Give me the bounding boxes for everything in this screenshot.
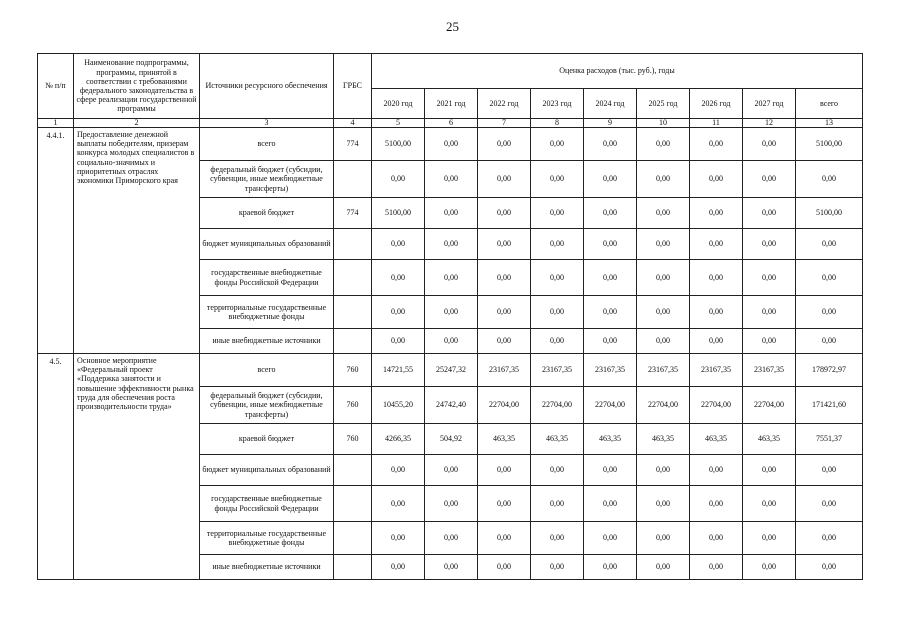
year-value: 0,00: [425, 161, 478, 198]
funding-source: всего: [200, 354, 334, 387]
column-number: 13: [796, 119, 863, 128]
year-value: 0,00: [637, 486, 690, 522]
year-value: 0,00: [584, 522, 637, 555]
year-value: 0,00: [425, 128, 478, 161]
header-year: 2023 год: [531, 89, 584, 119]
year-value: 0,00: [743, 329, 796, 354]
grbs-code: [334, 555, 372, 580]
grbs-code: [334, 455, 372, 486]
year-value: 0,00: [372, 522, 425, 555]
year-value: 24742,40: [425, 387, 478, 424]
funding-source: бюджет муниципальных образований: [200, 455, 334, 486]
year-value: 22704,00: [531, 387, 584, 424]
year-value: 22704,00: [743, 387, 796, 424]
total-value: 0,00: [796, 161, 863, 198]
year-value: 0,00: [531, 229, 584, 260]
year-value: 0,00: [425, 486, 478, 522]
column-number: 7: [478, 119, 531, 128]
year-value: 0,00: [372, 229, 425, 260]
year-value: 0,00: [372, 555, 425, 580]
column-number: 5: [372, 119, 425, 128]
grbs-code: [334, 260, 372, 296]
year-value: 0,00: [637, 555, 690, 580]
year-value: 4266,35: [372, 424, 425, 455]
header-grbs: ГРБС: [334, 54, 372, 119]
grbs-code: [334, 161, 372, 198]
section-number: 4.4.1.: [38, 128, 74, 354]
year-value: 23167,35: [690, 354, 743, 387]
year-value: 0,00: [372, 329, 425, 354]
year-value: 0,00: [690, 229, 743, 260]
header-estimate: Оценка расходов (тыс. руб.), годы: [372, 54, 863, 89]
year-value: 0,00: [478, 522, 531, 555]
year-value: 22704,00: [478, 387, 531, 424]
year-value: 463,35: [478, 424, 531, 455]
year-value: 0,00: [690, 455, 743, 486]
header-year: 2027 год: [743, 89, 796, 119]
year-value: 0,00: [584, 296, 637, 329]
year-value: 0,00: [478, 296, 531, 329]
budget-table: [37, 53, 863, 580]
total-value: 5100,00: [796, 128, 863, 161]
year-value: 5100,00: [372, 128, 425, 161]
section-number: 4.5.: [38, 354, 74, 580]
grbs-code: [334, 486, 372, 522]
year-value: 23167,35: [478, 354, 531, 387]
year-value: 23167,35: [531, 354, 584, 387]
year-value: 0,00: [372, 296, 425, 329]
funding-source: всего: [200, 128, 334, 161]
year-value: 0,00: [531, 555, 584, 580]
section-name: Предоставление денежной выплаты победителям, призерам конкурса молодых специалистов в социально-значимых и приоритетных отраслях экономики Приморского края: [74, 128, 200, 354]
total-value: 7551,37: [796, 424, 863, 455]
column-number: 1: [38, 119, 74, 128]
page-number: 25: [446, 19, 459, 34]
total-value: 0,00: [796, 296, 863, 329]
header-year: 2020 год: [372, 89, 425, 119]
year-value: 0,00: [690, 161, 743, 198]
total-value: 0,00: [796, 455, 863, 486]
year-value: 463,35: [743, 424, 796, 455]
year-value: 0,00: [690, 198, 743, 229]
year-value: 0,00: [637, 198, 690, 229]
year-value: 0,00: [425, 229, 478, 260]
year-value: 10455,20: [372, 387, 425, 424]
total-value: 171421,60: [796, 387, 863, 424]
header-year: 2024 год: [584, 89, 637, 119]
column-number: 8: [531, 119, 584, 128]
total-value: 0,00: [796, 555, 863, 580]
funding-source: государственные внебюджетные фонды Российской Федерации: [200, 260, 334, 296]
year-value: 0,00: [478, 455, 531, 486]
year-value: 0,00: [584, 229, 637, 260]
year-value: 0,00: [637, 229, 690, 260]
column-number: 3: [200, 119, 334, 128]
grbs-code: [334, 296, 372, 329]
year-value: 22704,00: [584, 387, 637, 424]
grbs-code: 760: [334, 354, 372, 387]
section-name: Основное мероприятие «Федеральный проект «Поддержка занятости и повышение эффективности рынка труда для обеспечения роста производительности труда»: [74, 354, 200, 580]
year-value: 0,00: [690, 260, 743, 296]
grbs-code: 760: [334, 387, 372, 424]
year-value: 0,00: [690, 296, 743, 329]
year-value: 0,00: [425, 455, 478, 486]
year-value: 0,00: [637, 128, 690, 161]
year-value: 0,00: [478, 198, 531, 229]
year-value: 0,00: [584, 455, 637, 486]
total-value: 0,00: [796, 260, 863, 296]
year-value: 0,00: [743, 455, 796, 486]
header-year: 2021 год: [425, 89, 478, 119]
funding-source: иные внебюджетные источники: [200, 329, 334, 354]
year-value: 0,00: [531, 198, 584, 229]
year-value: 0,00: [478, 555, 531, 580]
year-value: 0,00: [743, 161, 796, 198]
year-value: 0,00: [637, 296, 690, 329]
year-value: 0,00: [637, 522, 690, 555]
year-value: 0,00: [531, 260, 584, 296]
year-value: 0,00: [743, 260, 796, 296]
column-number: 6: [425, 119, 478, 128]
year-value: 22704,00: [690, 387, 743, 424]
year-value: 25247,32: [425, 354, 478, 387]
year-value: 0,00: [531, 128, 584, 161]
year-value: 0,00: [584, 260, 637, 296]
year-value: 0,00: [637, 260, 690, 296]
column-number: 2: [74, 119, 200, 128]
year-value: 463,35: [637, 424, 690, 455]
total-value: 5100,00: [796, 198, 863, 229]
year-value: 23167,35: [743, 354, 796, 387]
year-value: 0,00: [584, 329, 637, 354]
funding-source: территориальные государственные внебюджетные фонды: [200, 522, 334, 555]
year-value: 463,35: [584, 424, 637, 455]
column-number: 4: [334, 119, 372, 128]
year-value: 0,00: [637, 329, 690, 354]
year-value: 0,00: [425, 296, 478, 329]
table-row: [38, 354, 863, 387]
funding-source: территориальные государственные внебюджетные фонды: [200, 296, 334, 329]
year-value: 23167,35: [584, 354, 637, 387]
year-value: 0,00: [690, 522, 743, 555]
year-value: 0,00: [637, 161, 690, 198]
year-value: 14721,55: [372, 354, 425, 387]
funding-source: краевой бюджет: [200, 198, 334, 229]
year-value: 0,00: [478, 260, 531, 296]
year-value: 0,00: [372, 455, 425, 486]
total-value: 0,00: [796, 329, 863, 354]
year-value: 0,00: [584, 128, 637, 161]
grbs-code: 774: [334, 128, 372, 161]
year-value: 463,35: [531, 424, 584, 455]
grbs-code: [334, 329, 372, 354]
grbs-code: [334, 229, 372, 260]
year-value: 0,00: [531, 329, 584, 354]
funding-source: краевой бюджет: [200, 424, 334, 455]
year-value: 0,00: [584, 486, 637, 522]
year-value: 0,00: [372, 260, 425, 296]
year-value: 0,00: [531, 161, 584, 198]
year-value: 0,00: [531, 455, 584, 486]
total-value: 0,00: [796, 229, 863, 260]
year-value: 0,00: [478, 128, 531, 161]
year-value: 0,00: [584, 198, 637, 229]
header-sources: Источники ресурсного обеспечения: [200, 54, 334, 119]
year-value: 0,00: [743, 555, 796, 580]
total-value: 0,00: [796, 522, 863, 555]
funding-source: государственные внебюджетные фонды Российской Федерации: [200, 486, 334, 522]
funding-source: федеральный бюджет (субсидии, субвенции, иные межбюджетные трансферты): [200, 387, 334, 424]
year-value: 504,92: [425, 424, 478, 455]
year-value: 0,00: [531, 296, 584, 329]
year-value: 0,00: [743, 296, 796, 329]
year-value: 0,00: [478, 161, 531, 198]
column-number: 9: [584, 119, 637, 128]
total-value: 178972,97: [796, 354, 863, 387]
year-value: 0,00: [372, 486, 425, 522]
year-value: 463,35: [690, 424, 743, 455]
funding-source: иные внебюджетные источники: [200, 555, 334, 580]
year-value: 0,00: [531, 486, 584, 522]
year-value: 0,00: [478, 329, 531, 354]
header-num: № п/п: [38, 54, 74, 119]
year-value: 0,00: [743, 198, 796, 229]
year-value: 0,00: [478, 486, 531, 522]
column-number: 11: [690, 119, 743, 128]
year-value: 0,00: [425, 198, 478, 229]
header-year: 2022 год: [478, 89, 531, 119]
year-value: 0,00: [690, 128, 743, 161]
header-name: Наименование подпрограммы, программы, принятой в соответствии с требованиями федерального законодательства в сфере реализации государственной программы: [74, 54, 200, 119]
column-number: 12: [743, 119, 796, 128]
grbs-code: 774: [334, 198, 372, 229]
year-value: 0,00: [478, 229, 531, 260]
header-year: 2026 год: [690, 89, 743, 119]
funding-source: бюджет муниципальных образований: [200, 229, 334, 260]
year-value: 0,00: [637, 455, 690, 486]
year-value: 5100,00: [372, 198, 425, 229]
year-value: 0,00: [425, 260, 478, 296]
year-value: 0,00: [584, 555, 637, 580]
year-value: 0,00: [690, 486, 743, 522]
year-value: 0,00: [690, 555, 743, 580]
year-value: 0,00: [743, 522, 796, 555]
header-year: 2025 год: [637, 89, 690, 119]
year-value: 0,00: [584, 161, 637, 198]
year-value: 0,00: [425, 329, 478, 354]
header-total: всего: [796, 89, 863, 119]
year-value: 0,00: [372, 161, 425, 198]
year-value: 0,00: [425, 522, 478, 555]
year-value: 0,00: [743, 128, 796, 161]
column-number: 10: [637, 119, 690, 128]
year-value: 22704,00: [637, 387, 690, 424]
grbs-code: [334, 522, 372, 555]
column-numbers-row: [38, 119, 863, 128]
grbs-code: 760: [334, 424, 372, 455]
total-value: 0,00: [796, 486, 863, 522]
year-value: 0,00: [531, 522, 584, 555]
year-value: 0,00: [743, 229, 796, 260]
year-value: 0,00: [690, 329, 743, 354]
year-value: 0,00: [743, 486, 796, 522]
table-row: [38, 128, 863, 161]
year-value: 0,00: [425, 555, 478, 580]
funding-source: федеральный бюджет (субсидии, субвенции, иные межбюджетные трансферты): [200, 161, 334, 198]
year-value: 23167,35: [637, 354, 690, 387]
